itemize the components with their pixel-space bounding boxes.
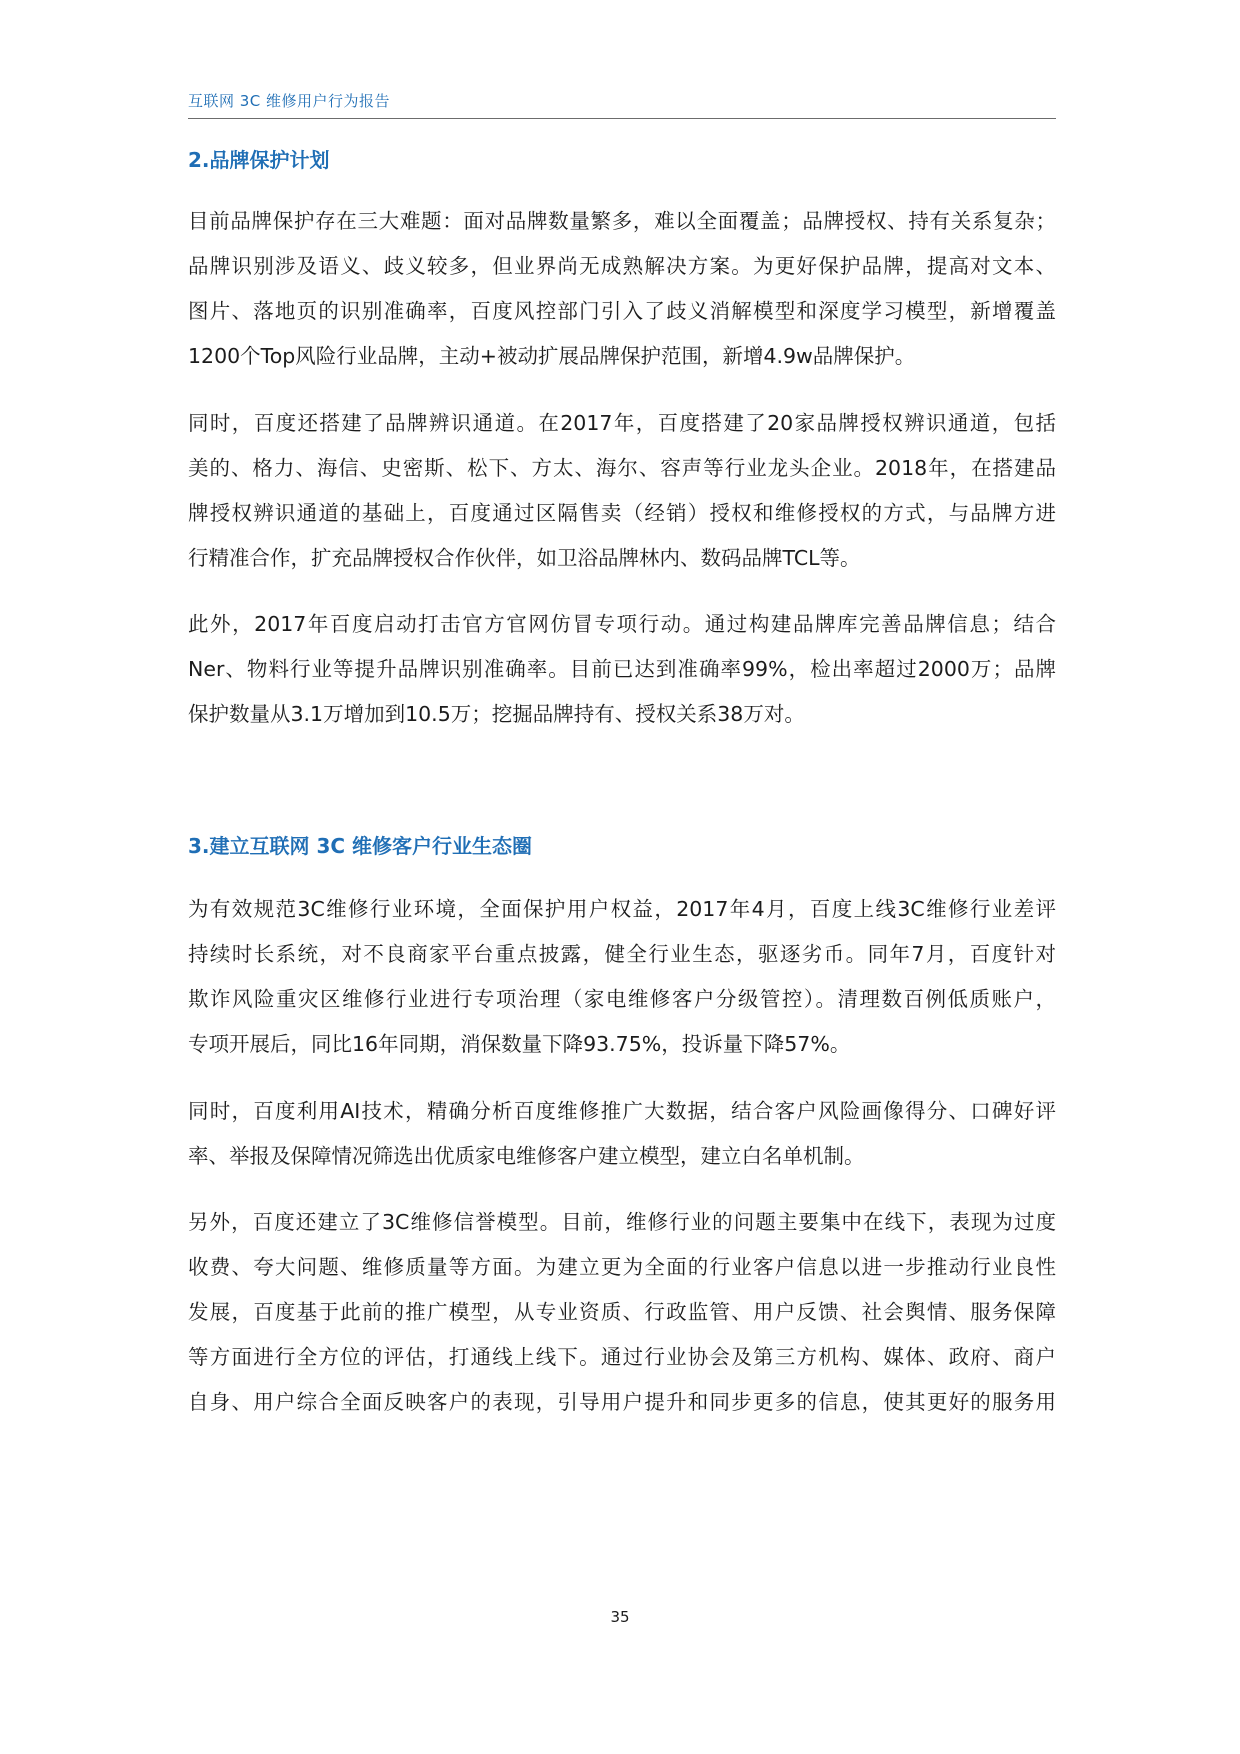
text-line: 欺诈风险重灾区维修行业进行专项治理（家电维修客户分级管控）。清理数百例低质账户， bbox=[188, 987, 1056, 1011]
text-line: 图片、落地页的识别准确率，百度风控部门引入了歧义消解模型和深度学习模型，新增覆盖 bbox=[188, 299, 1056, 323]
text-line: 1200个Top风险行业品牌，主动+被动扩展品牌保护范围，新增4.9w品牌保护。 bbox=[188, 344, 916, 368]
text-line: 美的、格力、海信、史密斯、松下、方太、海尔、容声等行业龙头企业。2018年，在搭建品 bbox=[188, 456, 1056, 480]
section-title-brand-protection: 2.品牌保护计划 bbox=[188, 148, 330, 172]
text-line: 专项开展后，同比16年同期，消保数量下降93.75%，投诉量下降57%。 bbox=[188, 1032, 851, 1056]
text-line: 同时，百度利用AI技术，精确分析百度维修推广大数据，结合客户风险画像得分、口碑好评 bbox=[188, 1099, 1056, 1123]
text-line: 发展，百度基于此前的推广模型，从专业资质、行政监管、用户反馈、社会舆情、服务保障 bbox=[188, 1300, 1056, 1324]
text-line: 持续时长系统，对不良商家平台重点披露，健全行业生态，驱逐劣币。同年7月，百度针对 bbox=[188, 942, 1056, 966]
text-line: 保护数量从3.1万增加到10.5万；挖掘品牌持有、授权关系38万对。 bbox=[188, 702, 805, 726]
text-line: 行精准合作，扩充品牌授权合作伙伴，如卫浴品牌林内、数码品牌TCL等。 bbox=[188, 546, 861, 570]
text-line: 牌授权辨识通道的基础上，百度通过区隔售卖（经销）授权和维修授权的方式，与品牌方进 bbox=[188, 501, 1056, 525]
header-title: 互联网 3C 维修用户行为报告 bbox=[188, 92, 391, 110]
text-line: 品牌识别涉及语义、歧义较多，但业界尚无成熟解决方案。为更好保护品牌，提高对文本、 bbox=[188, 254, 1056, 278]
text-line: 另外，百度还建立了3C维修信誉模型。目前，维修行业的问题主要集中在线下，表现为过度 bbox=[188, 1210, 1056, 1234]
text-line: 等方面进行全方位的评估，打通线上线下。通过行业协会及第三方机构、媒体、政府、商户 bbox=[188, 1345, 1056, 1369]
running-header bbox=[188, 90, 1056, 119]
text-line: 目前品牌保护存在三大难题：面对品牌数量繁多，难以全面覆盖；品牌授权、持有关系复杂； bbox=[188, 209, 1056, 233]
text-line: 为有效规范3C维修行业环境，全面保护用户权益，2017年4月，百度上线3C维修行业差评 bbox=[188, 897, 1056, 921]
text-line: Ner、物料行业等提升品牌识别准确率。目前已达到准确率99%，检出率超过2000万；品牌 bbox=[188, 657, 1056, 681]
section-title-ecosystem: 3.建立互联网 3C 维修客户行业生态圈 bbox=[188, 834, 533, 858]
text-line: 同时，百度还搭建了品牌辨识通道。在2017年，百度搭建了20家品牌授权辨识通道，包括 bbox=[188, 411, 1056, 435]
text-line: 收费、夸大问题、维修质量等方面。为建立更为全面的行业客户信息以进一步推动行业良性 bbox=[188, 1255, 1056, 1279]
text-line: 自身、用户综合全面反映客户的表现，引导用户提升和同步更多的信息，使其更好的服务用 bbox=[188, 1390, 1056, 1414]
text-line: 率、举报及保障情况筛选出优质家电维修客户建立模型，建立白名单机制。 bbox=[188, 1144, 865, 1168]
text-line: 此外，2017年百度启动打击官方官网仿冒专项行动。通过构建品牌库完善品牌信息；结合 bbox=[188, 612, 1056, 636]
page-number: 35 bbox=[610, 1608, 630, 1626]
